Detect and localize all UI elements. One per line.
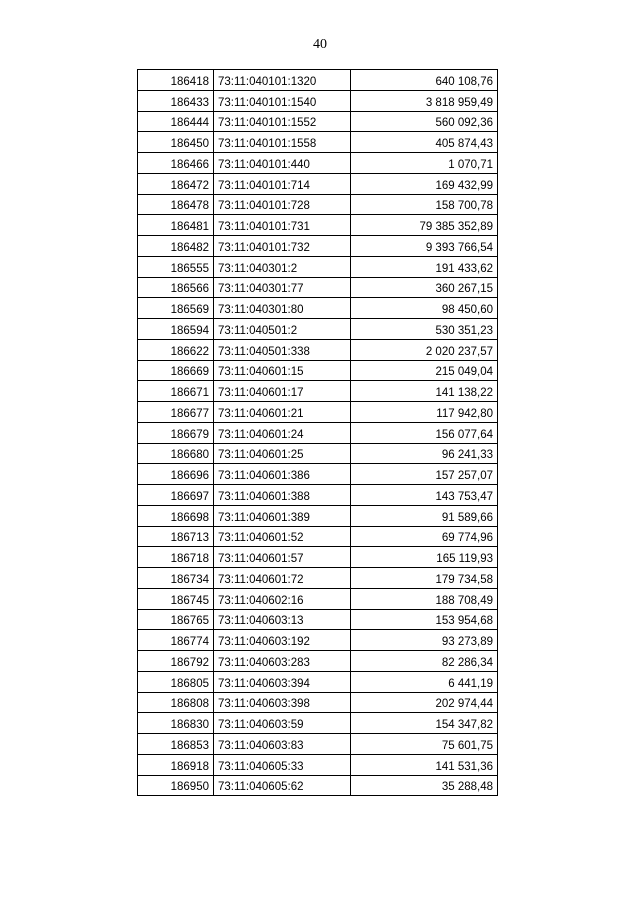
- row-number-cell: 186765: [138, 609, 214, 630]
- cadastral-value-cell: 9 393 766,54: [351, 236, 498, 257]
- table-row: [138, 360, 498, 381]
- cadastral-value-cell: 191 433,62: [351, 256, 498, 277]
- cadastral-number-cell: 73:11:040501:2: [214, 319, 351, 340]
- table-row: [138, 339, 498, 360]
- cadastral-value-cell: 141 531,36: [351, 754, 498, 775]
- cadastral-number-cell: 73:11:040501:338: [214, 339, 351, 360]
- row-number-cell: 186792: [138, 651, 214, 672]
- cadastral-number-cell: 73:11:040301:80: [214, 298, 351, 319]
- row-number-cell: 186418: [138, 70, 214, 91]
- cadastral-value-cell: 153 954,68: [351, 609, 498, 630]
- cadastral-value-cell: 169 432,99: [351, 173, 498, 194]
- table-row: [138, 215, 498, 236]
- table-row: [138, 775, 498, 796]
- table-row: [138, 485, 498, 506]
- table-row: [138, 319, 498, 340]
- table-row: [138, 526, 498, 547]
- row-number-cell: 186830: [138, 713, 214, 734]
- cadastral-value-cell: 35 288,48: [351, 775, 498, 796]
- row-number-cell: 186745: [138, 588, 214, 609]
- row-number-cell: 186444: [138, 111, 214, 132]
- table-row: [138, 692, 498, 713]
- cadastral-number-cell: 73:11:040101:731: [214, 215, 351, 236]
- cadastral-number-cell: 73:11:040101:728: [214, 194, 351, 215]
- row-number-cell: 186482: [138, 236, 214, 257]
- cadastral-number-cell: 73:11:040101:732: [214, 236, 351, 257]
- cadastral-value-cell: 560 092,36: [351, 111, 498, 132]
- row-number-cell: 186450: [138, 132, 214, 153]
- cadastral-number-cell: 73:11:040601:386: [214, 464, 351, 485]
- cadastral-number-cell: 73:11:040603:283: [214, 651, 351, 672]
- cadastral-number-cell: 73:11:040601:21: [214, 402, 351, 423]
- cadastral-value-cell: 202 974,44: [351, 692, 498, 713]
- table-row: [138, 630, 498, 651]
- table-row: [138, 547, 498, 568]
- cadastral-number-cell: 73:11:040603:59: [214, 713, 351, 734]
- table-row: [138, 236, 498, 257]
- table-row: [138, 256, 498, 277]
- table-row: [138, 298, 498, 319]
- row-number-cell: 186679: [138, 422, 214, 443]
- cadastral-value-cell: 82 286,34: [351, 651, 498, 672]
- cadastral-value-cell: 156 077,64: [351, 422, 498, 443]
- row-number-cell: 186622: [138, 339, 214, 360]
- cadastral-number-cell: 73:11:040101:1540: [214, 90, 351, 111]
- row-number-cell: 186696: [138, 464, 214, 485]
- cadastral-number-cell: 73:11:040601:24: [214, 422, 351, 443]
- cadastral-value-cell: 179 734,58: [351, 568, 498, 589]
- row-number-cell: 186734: [138, 568, 214, 589]
- row-number-cell: 186566: [138, 277, 214, 298]
- row-number-cell: 186918: [138, 754, 214, 775]
- cadastral-value-cell: 98 450,60: [351, 298, 498, 319]
- cadastral-number-cell: 73:11:040601:17: [214, 381, 351, 402]
- cadastral-number-cell: 73:11:040301:2: [214, 256, 351, 277]
- cadastral-value-cell: 158 700,78: [351, 194, 498, 215]
- cadastral-value-cell: 69 774,96: [351, 526, 498, 547]
- cadastral-number-cell: 73:11:040101:1558: [214, 132, 351, 153]
- cadastral-number-cell: 73:11:040601:57: [214, 547, 351, 568]
- table-row: [138, 568, 498, 589]
- table-row: [138, 443, 498, 464]
- table-row: [138, 671, 498, 692]
- table-row: [138, 713, 498, 734]
- cadastral-value-cell: 141 138,22: [351, 381, 498, 402]
- row-number-cell: 186680: [138, 443, 214, 464]
- cadastral-value-cell: 93 273,89: [351, 630, 498, 651]
- cadastral-value-cell: 157 257,07: [351, 464, 498, 485]
- page-number: 40: [313, 37, 327, 52]
- row-number-cell: 186466: [138, 153, 214, 174]
- row-number-cell: 186569: [138, 298, 214, 319]
- cadastral-value-cell: 215 049,04: [351, 360, 498, 381]
- row-number-cell: 186472: [138, 173, 214, 194]
- table-row: [138, 651, 498, 672]
- table-row: [138, 111, 498, 132]
- cadastral-number-cell: 73:11:040601:388: [214, 485, 351, 506]
- row-number-cell: 186478: [138, 194, 214, 215]
- table-row: [138, 505, 498, 526]
- cadastral-value-cell: 530 351,23: [351, 319, 498, 340]
- cadastral-number-cell: 73:11:040301:77: [214, 277, 351, 298]
- table-row: [138, 464, 498, 485]
- cadastral-value-cell: 1 070,71: [351, 153, 498, 174]
- table-body: [138, 70, 498, 796]
- row-number-cell: 186805: [138, 671, 214, 692]
- row-number-cell: 186698: [138, 505, 214, 526]
- table-row: [138, 277, 498, 298]
- row-number-cell: 186669: [138, 360, 214, 381]
- cadastral-number-cell: 73:11:040601:15: [214, 360, 351, 381]
- cadastral-number-cell: 73:11:040605:33: [214, 754, 351, 775]
- cadastral-value-cell: 143 753,47: [351, 485, 498, 506]
- table-row: [138, 734, 498, 755]
- table-row: [138, 754, 498, 775]
- table-row: [138, 132, 498, 153]
- row-number-cell: 186713: [138, 526, 214, 547]
- cadastral-value-cell: 188 708,49: [351, 588, 498, 609]
- cadastral-number-cell: 73:11:040601:72: [214, 568, 351, 589]
- cadastral-number-cell: 73:11:040601:52: [214, 526, 351, 547]
- cadastral-value-table: [137, 69, 498, 796]
- cadastral-value-cell: 91 589,66: [351, 505, 498, 526]
- table-row: [138, 90, 498, 111]
- cadastral-value-cell: 165 119,93: [351, 547, 498, 568]
- cadastral-number-cell: 73:11:040101:440: [214, 153, 351, 174]
- cadastral-value-cell: 154 347,82: [351, 713, 498, 734]
- cadastral-number-cell: 73:11:040101:714: [214, 173, 351, 194]
- table-row: [138, 70, 498, 91]
- cadastral-number-cell: 73:11:040101:1552: [214, 111, 351, 132]
- cadastral-number-cell: 73:11:040603:83: [214, 734, 351, 755]
- row-number-cell: 186671: [138, 381, 214, 402]
- cadastral-value-cell: 96 241,33: [351, 443, 498, 464]
- row-number-cell: 186808: [138, 692, 214, 713]
- row-number-cell: 186481: [138, 215, 214, 236]
- row-number-cell: 186555: [138, 256, 214, 277]
- row-number-cell: 186774: [138, 630, 214, 651]
- cadastral-value-cell: 75 601,75: [351, 734, 498, 755]
- cadastral-number-cell: 73:11:040605:62: [214, 775, 351, 796]
- cadastral-number-cell: 73:11:040603:398: [214, 692, 351, 713]
- cadastral-number-cell: 73:11:040603:192: [214, 630, 351, 651]
- cadastral-number-cell: 73:11:040602:16: [214, 588, 351, 609]
- cadastral-number-cell: 73:11:040603:394: [214, 671, 351, 692]
- table-row: [138, 402, 498, 423]
- row-number-cell: 186677: [138, 402, 214, 423]
- cadastral-number-cell: 73:11:040601:25: [214, 443, 351, 464]
- row-number-cell: 186594: [138, 319, 214, 340]
- table-row: [138, 153, 498, 174]
- cadastral-number-cell: 73:11:040601:389: [214, 505, 351, 526]
- row-number-cell: 186433: [138, 90, 214, 111]
- table-row: [138, 194, 498, 215]
- table-row: [138, 173, 498, 194]
- row-number-cell: 186718: [138, 547, 214, 568]
- cadastral-value-cell: 117 942,80: [351, 402, 498, 423]
- row-number-cell: 186853: [138, 734, 214, 755]
- cadastral-value-cell: 2 020 237,57: [351, 339, 498, 360]
- table-row: [138, 381, 498, 402]
- cadastral-value-cell: 360 267,15: [351, 277, 498, 298]
- row-number-cell: 186697: [138, 485, 214, 506]
- cadastral-number-cell: 73:11:040603:13: [214, 609, 351, 630]
- row-number-cell: 186950: [138, 775, 214, 796]
- cadastral-number-cell: 73:11:040101:1320: [214, 70, 351, 91]
- table-row: [138, 588, 498, 609]
- table-row: [138, 422, 498, 443]
- cadastral-value-cell: 640 108,76: [351, 70, 498, 91]
- cadastral-value-cell: 6 441,19: [351, 671, 498, 692]
- table-row: [138, 609, 498, 630]
- cadastral-value-cell: 3 818 959,49: [351, 90, 498, 111]
- cadastral-value-cell: 405 874,43: [351, 132, 498, 153]
- cadastral-value-cell: 79 385 352,89: [351, 215, 498, 236]
